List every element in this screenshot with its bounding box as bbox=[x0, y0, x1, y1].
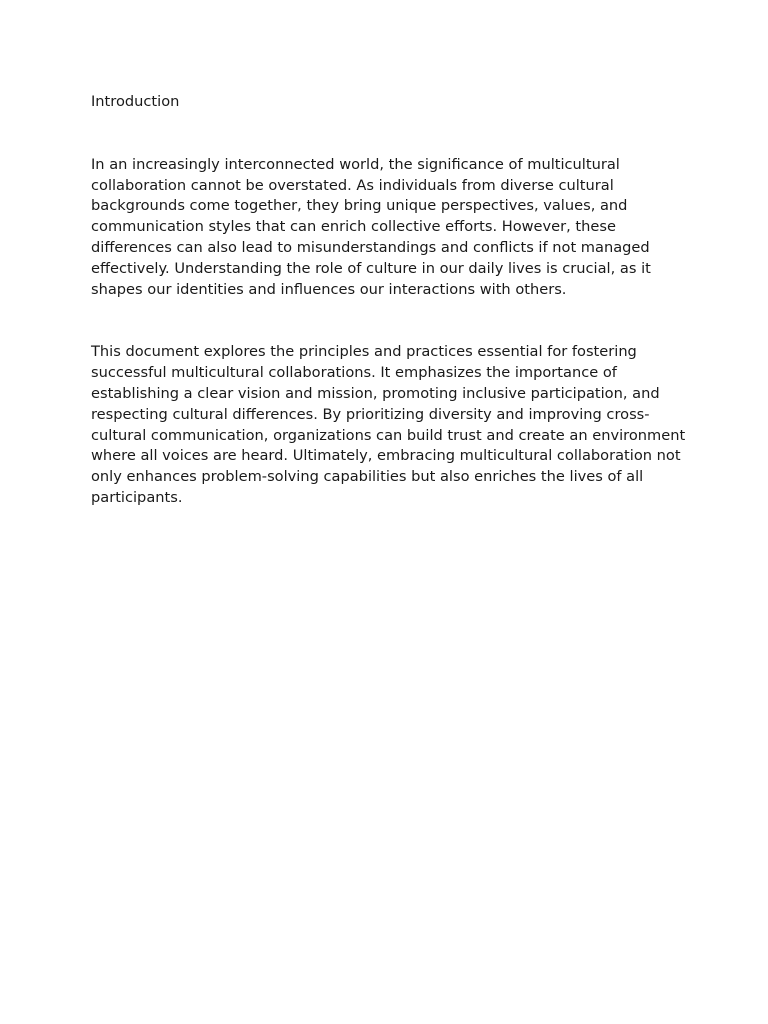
paragraph-intro: In an increasingly interconnected world, the significance of multicultural collaboration cannot be overstated. As individuals from diverse cultural backgrounds come together, they bring unique perspectives, values, and communication styles that can enrich collective efforts. However, these differences can also lead to misunderstandings and conflicts if not managed effectively. Understanding the role of culture in our daily lives is crucial, as it shapes our identities and influences our interactions with others. bbox=[91, 155, 651, 298]
paragraph-overview: This document explores the principles and practices essential for fostering successful multicultural collaborations. It emphasizes the importance of establishing a clear vision and mission, promoting inclusive participation, and respecting cultural differences. By prioritizing diversity and improving cross-cultural communication, organizations can build trust and create an environment where all voices are heard. Ultimately, embracing multicultural collaboration not only enhances problem-solving capabilities but also enriches the lives of all participants. bbox=[91, 343, 686, 506]
section-heading: Introduction bbox=[91, 93, 180, 110]
document-body bbox=[91, 92, 691, 509]
